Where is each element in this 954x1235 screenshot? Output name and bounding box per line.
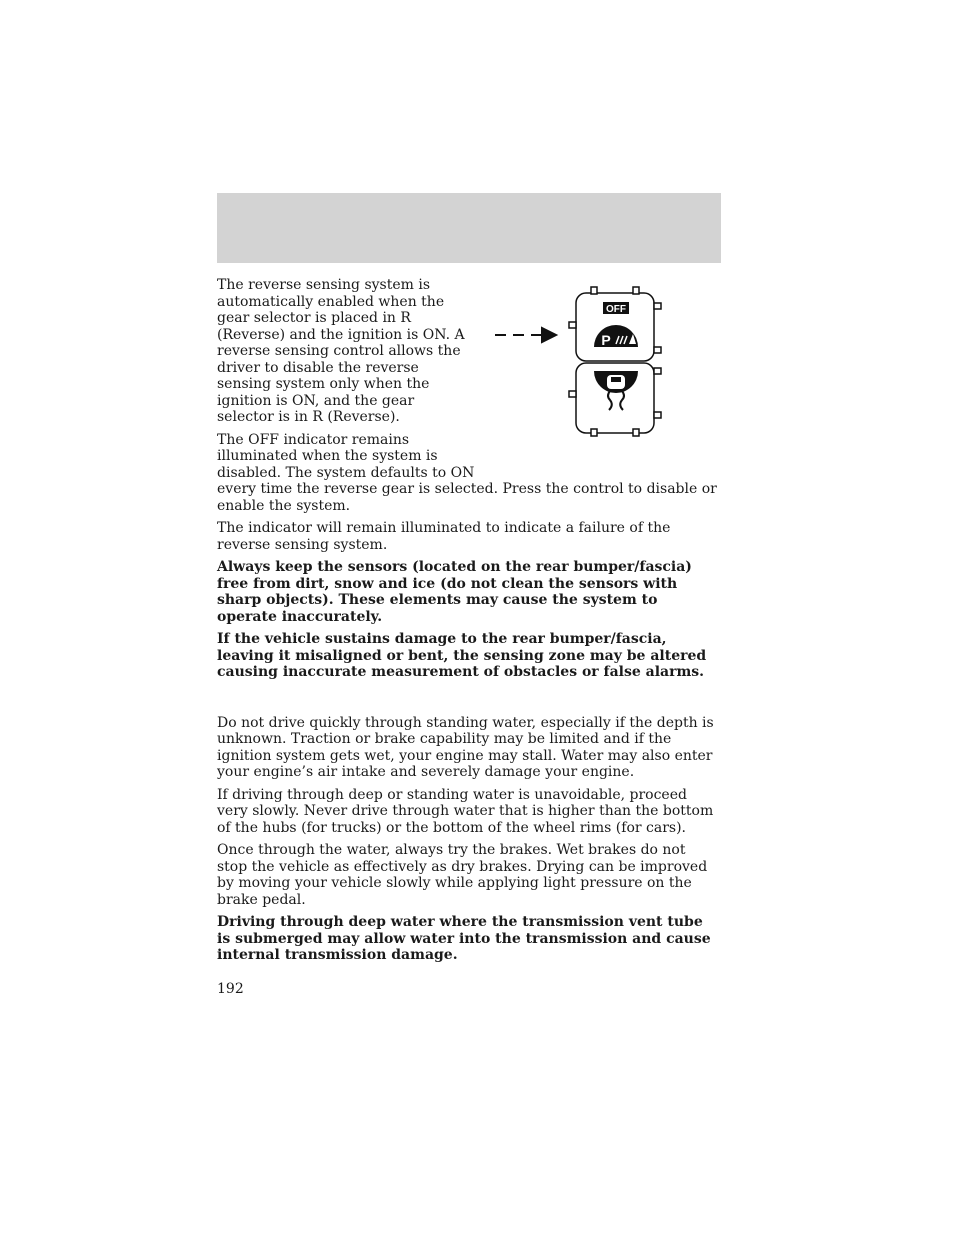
section-header-band <box>217 193 721 263</box>
section-gap <box>217 687 717 715</box>
wet-brakes-paragraph: Once through the water, always try the brakes. Wet brakes do not stop the vehicle as effectively as dry brakes. Drying can be improved by moving your vehicle slowly while applying light pressure on the brake pedal. <box>217 842 708 908</box>
parking-sensor-label: P <box>601 332 611 348</box>
off-indicator-paragraph <box>217 432 717 515</box>
reverse-sensing-paragraph: The reverse sensing system is automatically enabled when the gear selector is placed in R (Reverse) and the ignition is ON. A reverse sensing control allows the driver to disable the reverse sensing system only when the ignition is ON, and the gear selector is in R (Reverse). <box>217 277 465 425</box>
sensor-cleaning-warning: Always keep the sensors (located on the rear bumper/fascia) free from dirt, snow and ice (do not clean the sensors with sharp objects). These elements may cause the system to operate inaccurately. <box>217 559 692 625</box>
transmission-damage-warning: Driving through deep water where the transmission vent tube is submerged may allow water into the transmission and cause internal transmission damage. <box>217 914 711 963</box>
bumper-damage-warning: If the vehicle sustains damage to the rear bumper/fascia, leaving it misaligned or bent, the sensing zone may be altered causing inaccurate measurement of obstacles or false alarms. <box>217 631 707 680</box>
off-indicator-paragraph-end: every time the reverse gear is selected. Press the control to disable or enable the system. <box>217 481 717 514</box>
deep-water-paragraph: If driving through deep or standing water is unavoidable, proceed very slowly. Never drive through water that is higher than the bottom of the hubs (for trucks) or the bottom of the wheel rims (for cars). <box>217 786 714 836</box>
failure-indicator-paragraph: The indicator will remain illuminated to indicate a failure of the reverse sensing system. <box>217 520 671 553</box>
off-indicator-paragraph-start: The OFF indicator remains illuminated when the system is disabled. The system defaults to ON <box>217 431 475 481</box>
off-indicator-label: OFF <box>606 304 626 315</box>
page-number: 192 <box>217 981 244 997</box>
page-content <box>217 277 717 970</box>
standing-water-paragraph: Do not drive quickly through standing water, especially if the depth is unknown. Traction or brake capability may be limited and if the ignition system gets wet, your engine may stall. Water may also enter your engine’s air intake and severely damage your engine. <box>217 714 714 780</box>
